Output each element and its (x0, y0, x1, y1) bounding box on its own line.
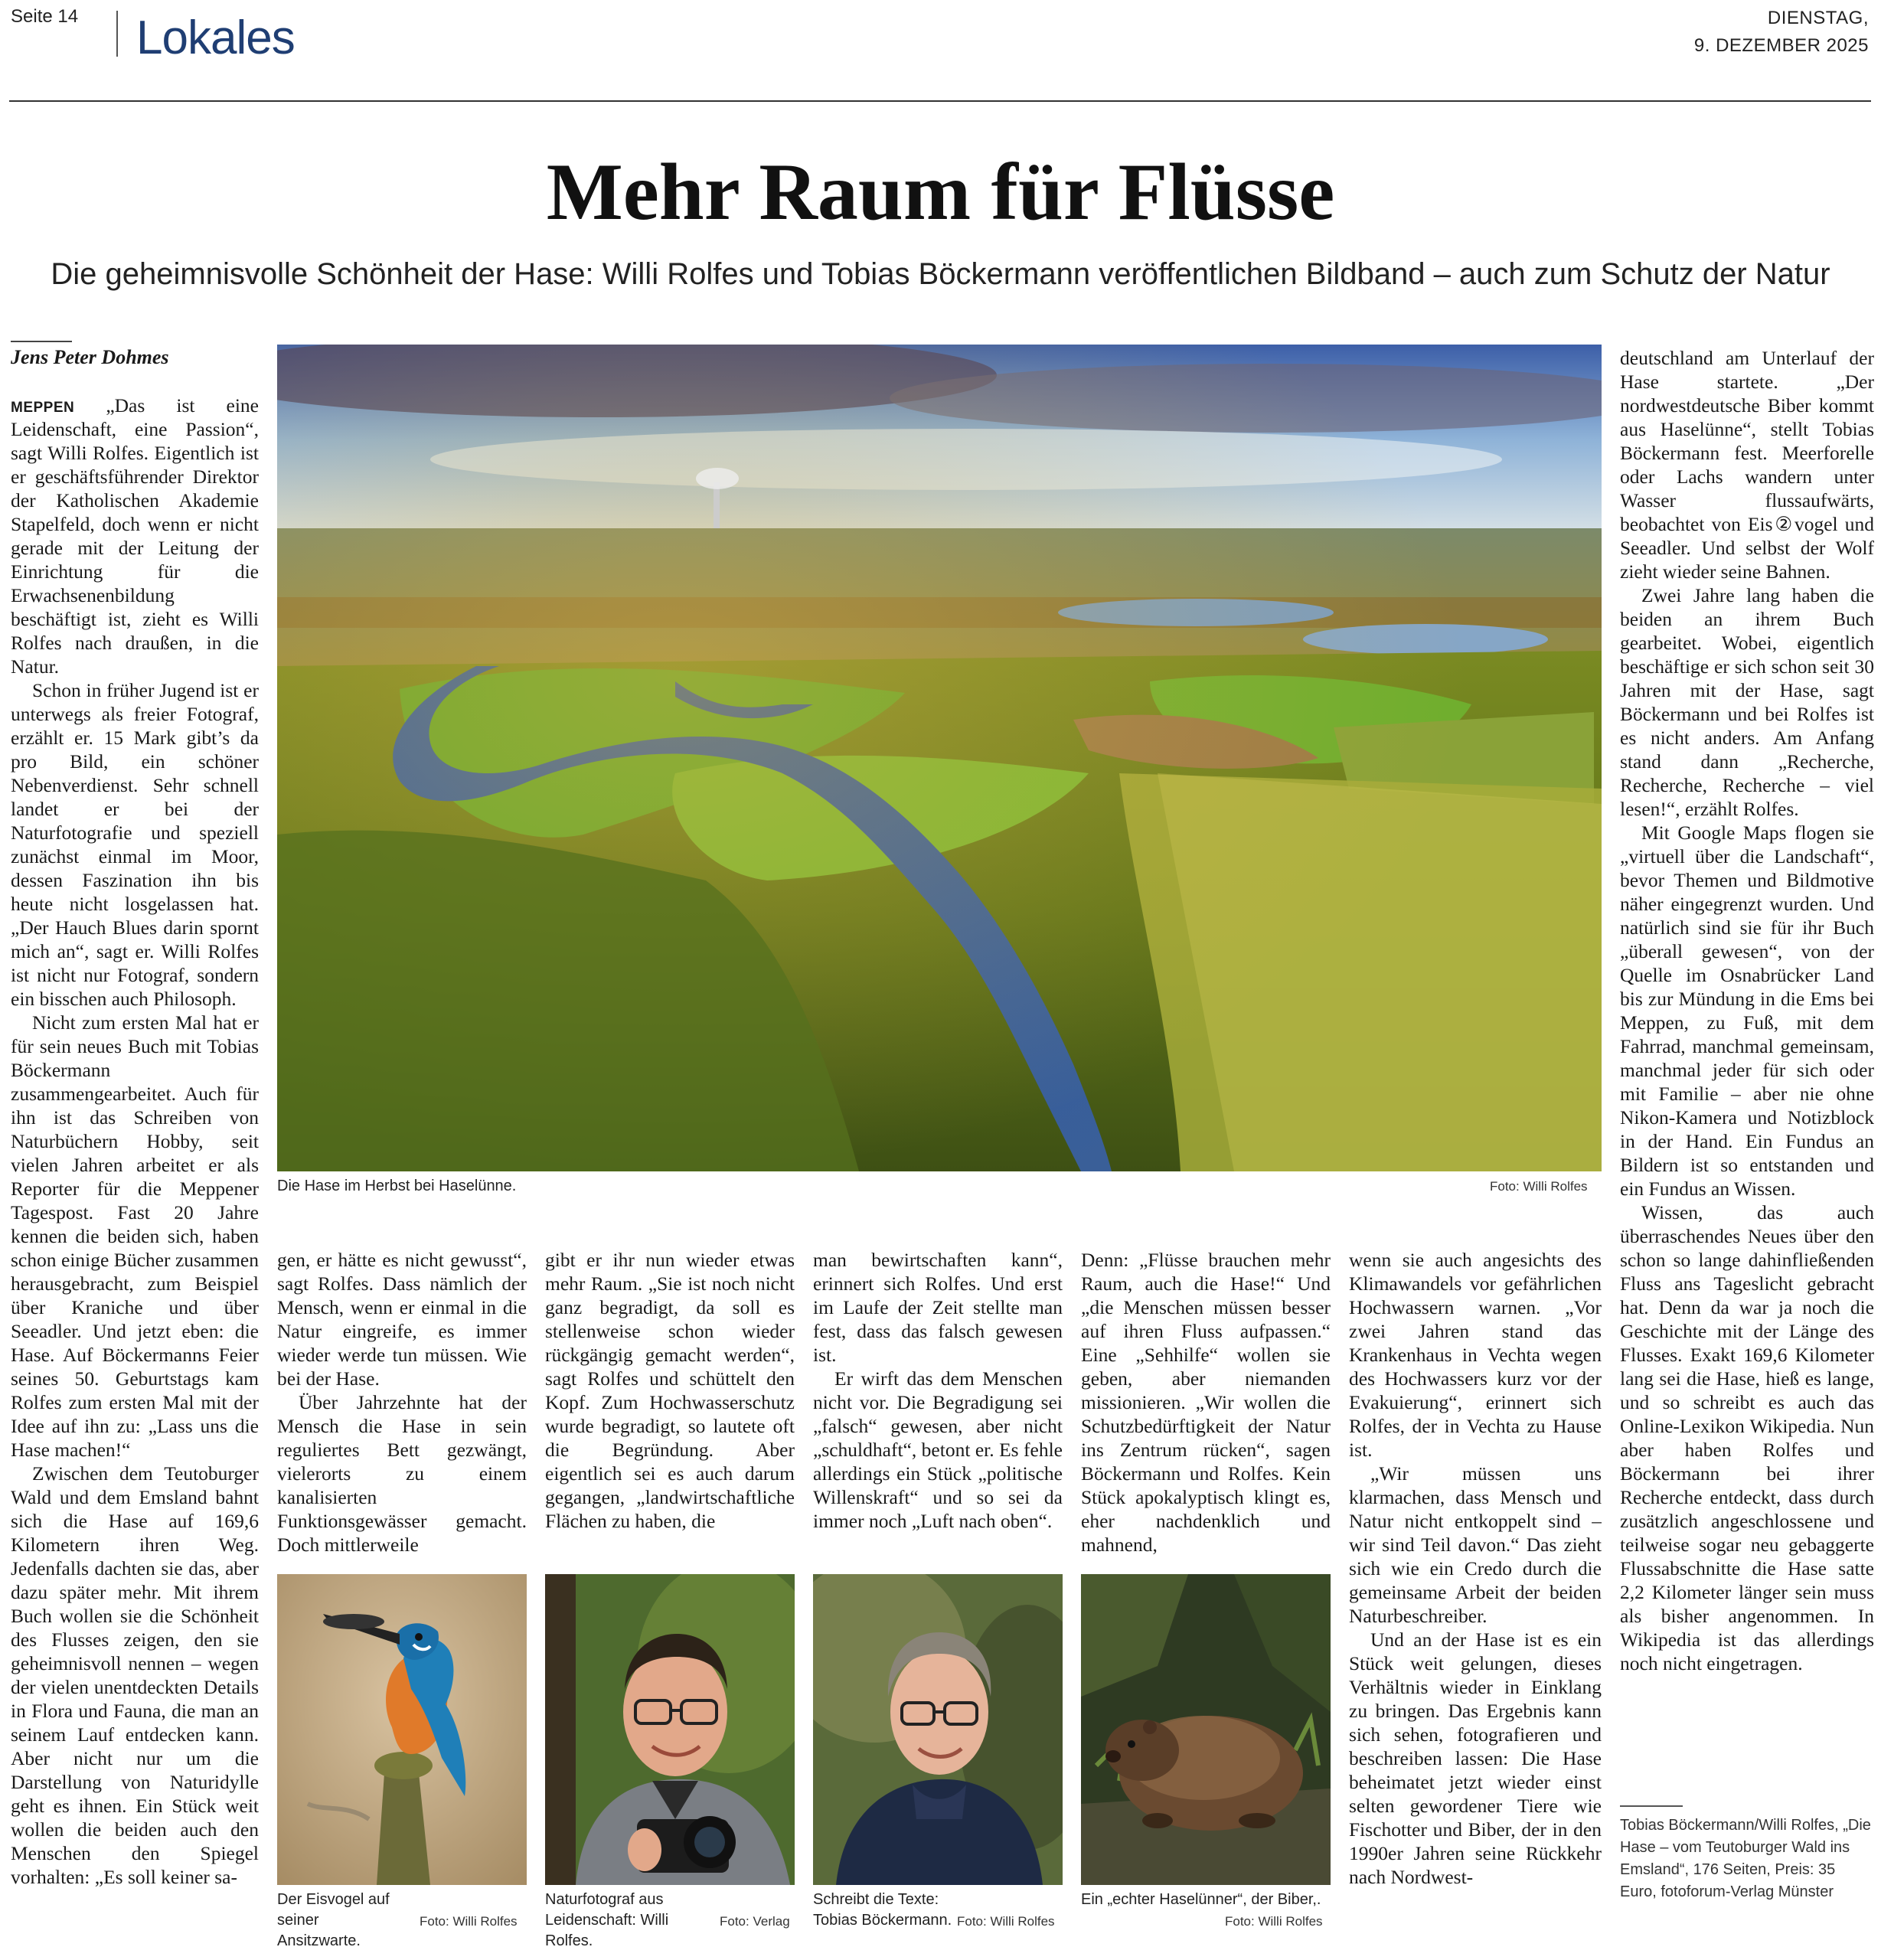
header-rule (9, 100, 1871, 102)
paragraph: Denn: „Flüsse brauchen mehr Raum, auch die Hase!“ Und „die Menschen müssen besser auf ihren Fluss aufpassen.“ Eine „Sehhilfe“ wollen sie geben, aber niemanden missionieren. „Wir wollen die Schutzbedürftigkeit der Natur ins Zentrum rücken“, sagen Böckermann und Rolfes. Kein Stück apokalyptisch klingt es, eher nachdenklich und mahnend, (1081, 1249, 1331, 1554)
paragraph-text: „Das ist eine Leidenschaft, eine Passion“, sagt Willi Rolfes. Eigentlich ist er geschäftsführender Direktor der Katholischen Akademie Stapelfeld, doch wenn er nicht gerade mit der Leitung der Einrichtung für die Erwachsenenbildung beschäftigt ist, zieht es Willi Rolfes nach draußen, in die Natur. (11, 394, 259, 678)
rolfes-credit: Foto: Verlag (720, 1914, 790, 1929)
kingfisher-caption: Der Eisvogel auf seiner Ansitzwarte. (277, 1891, 390, 1949)
paragraph: gen, er hätte es nicht gewusst“, sagt Rolfes. Dass nämlich der Mensch, wenn er einmal in die Natur eingreife, es immer wieder werde tun müssen. Wie bei der Hase. (277, 1249, 527, 1390)
article-dateline: MEPPEN (11, 400, 75, 416)
article-author: Jens Peter Dohmes (11, 346, 169, 368)
main-photo-credit: Foto: Willi Rolfes (1490, 1179, 1588, 1194)
paragraph: Über Jahrzehnte hat der Mensch die Hase in sein reguliertes Bett gezwängt, vielerorts zu einem kanalisierten Funktionsgewässer gemacht. Doch mittlerweile (277, 1391, 527, 1554)
kingfisher-photo (277, 1574, 527, 1885)
river-landscape-illustration (277, 345, 1602, 1171)
paragraph: Und an der Hase ist es ein Stück weit gelungen, dieses Verhältnis wieder in Einklang zu bringen. Das Ergebnis kann sich sehen, fotografieren und beschreiben lassen: Die Hase beheimatet jetzt wieder einst selten gewordener Tiere wie Fischotter und Biber, der in den 1990er Jahren seine Rückkehr nach Nordwest- (1349, 1628, 1602, 1888)
paragraph: Schon in früher Jugend ist er unterwegs als freier Fotograf, erzählt er. 15 Mark gibt’s da pro Bild, ein schöner Nebenverdienst. Sehr schnell landet er bei der Naturfotografie und speziell zunächst einmal im Moor, dessen Faszination ihn bis heute nicht losgelassen hat. „Der Hauch Blues darin spornt mich an“, sagt er. Willi Rolfes ist nicht nur Fotograf, sondern ein bisschen auch Philosoph. (11, 679, 259, 1010)
paragraph (11, 394, 259, 678)
main-photo-caption: Die Hase im Herbst bei Haselünne. (277, 1178, 517, 1194)
beaver-caption: Ein „echter Haselünner“, der Biber,. (1081, 1891, 1321, 1908)
main-photo-river-hase (277, 345, 1602, 1171)
boeckermann-credit: Foto: Willi Rolfes (957, 1914, 1055, 1929)
article-column-3 (545, 1248, 795, 1554)
kingfisher-illustration (277, 1574, 527, 1885)
paragraph: gibt er ihr nun wieder etwas mehr Raum. „Sie ist noch nicht ganz begradigt, da soll es stellenweise schon wieder rückgängig gemacht werden“, sagt Rolfes und schüttelt den Kopf. Zum Hochwasserschutz wurde begradigt, so lautete oft die Begründung. Aber eigentlich sei es auch darum gegangen, „landwirtschaftliche Flächen zu haben, die (545, 1249, 795, 1532)
beaver-illustration (1081, 1574, 1331, 1885)
paragraph: Zwei Jahre lang haben die beiden an ihrem Buch gearbeitet. Wobei, eigentlich beschäftige er sich schon seit 30 Jahren mit der Hase, sagt Böckermann und bei Rolfes ist es nicht anders. Am Anfang stand dann „Recherche, Recherche, Recherche – viel lesen!“, erzählt Rolfes. (1620, 584, 1874, 820)
article-column-5 (1081, 1248, 1331, 1554)
book-info-box: Tobias Böckermann/Willi Rolfes, „Die Hase – vom Teutoburger Wald ins Emsland“, 176 Seiten, Preis: 35 Euro, fotoforum-Verlag Münster (1620, 1817, 1871, 1900)
article-column-6 (1349, 1248, 1602, 1949)
paragraph: deutschland am Unterlauf der Hase startete. „Der nordwestdeutsche Biber kommt aus Haselünne“, stellt Tobias Böckermann fest. Meerforelle oder Lachs wandern unter Wasser flussaufwärts, beobachtet von Eis②vogel und Seeadler. Und selbst der Wolf zieht wieder seine Bahnen. (1620, 347, 1874, 583)
paragraph: Mit Google Maps flogen sie „virtuell über die Landschaft“, bevor Themen und Bildmotive näher eingegrenzt wurden. Und natürlich sind sie für ihr Buch „überall gewesen“, von der Quelle im Osnabrücker Land bis zur Mündung in die Ems bei Meppen, zu Fuß, mit dem Fahrrad, manchmal gemeinsam, manchmal jeder für sich oder mit Familie – aber nie ohne Nikon-Kamera und Notizblock in der Hand. Ein Fundus an Bildern ist so entstanden und ein Fundus an Wissen. (1620, 822, 1874, 1200)
article-headline: Mehr Raum für Flüsse (546, 147, 1335, 237)
paragraph: Zwischen dem Teutoburger Wald und dem Emsland bahnt sich die Hase auf 169,6 Kilometern ihren Weg. Jedenfalls dachten sie das, aber dazu später mehr. Mit ihrem Buch wollen sie die Schönheit des Flusses zeigen, den sie geheimnisvoll nennen – wegen der vielen unentdeckten Details in Flora und Fauna, die man an seinem Lauf entdecken kann. Aber nicht nur um die Darstellung von Naturidylle geht es ihnen. Ein Stück weit wollen die beiden auch den Menschen den Spiegel vorhalten: „Es soll keiner sa- (11, 1462, 259, 1888)
author-portrait-illustration (813, 1574, 1063, 1885)
paragraph: Er wirft das dem Menschen nicht vor. Die Begradigung sei „falsch“ gewesen, aber nicht „schuldhaft“, betont er. Es fehle allerdings ein Stück „politische Willenskraft“ und so sei da immer noch „Luft nach oben“. (813, 1367, 1063, 1532)
beaver-photo (1081, 1574, 1331, 1885)
kingfisher-credit: Foto: Willi Rolfes (420, 1914, 518, 1929)
photographer-portrait-illustration (545, 1574, 795, 1885)
section-title: Lokales (136, 11, 295, 64)
paragraph: wenn sie auch angesichts des Klimawandels vor gefährlichen Hochwassern warnen. „Vor zwei Jahren stand das Krankenhaus in Vechta wegen des Hochwassers kurz vor der Evakuierung“, erinnert sich Rolfes, der in Vechta zu Hause ist. (1349, 1249, 1602, 1461)
rolfes-portrait-photo (545, 1574, 795, 1885)
paragraph: Wissen, das auch überraschendes Neues über den schon so lange dahinfließenden Fluss ans Tageslicht gebracht hat. Denn da war ja noch die Geschichte mit der Länge des Flusses. Exakt 169,6 Kilometer lang sei die Hase, hieß es lange, und so schreibt es auch das Online-Lexikon Wikipedia. Nun aber haben Rolfes und Böckermann bei ihrer Recherche entdeckt, dass durch zusätzlich angeschlossene und teilweise sogar neu gebaggerte Flussabschnitte die Hase satte 2,2 Kilometer länger sein muss als bisher angenommen. In Wikipedia ist das allerdings noch nicht eingetragen. (1620, 1201, 1874, 1674)
article-column-1 (11, 394, 259, 1948)
page-number: Seite 14 (11, 6, 79, 27)
issue-weekday: DIENSTAG, (1767, 8, 1869, 28)
boeckermann-portrait-photo (813, 1574, 1063, 1885)
info-box-rule (1620, 1805, 1683, 1807)
issue-day: 9. DEZEMBER 2025 (1693, 35, 1869, 56)
article-column-7 (1620, 346, 1874, 1792)
issue-date (1694, 5, 1869, 60)
article-column-2 (277, 1248, 527, 1554)
rolfes-caption: Naturfotograf aus Leidenschaft: Willi Rolfes. (545, 1891, 669, 1949)
author-rule (11, 341, 72, 342)
beaver-credit: Foto: Willi Rolfes (1225, 1914, 1323, 1929)
article-subheadline: Die geheimnisvolle Schönheit der Hase: Willi Rolfes und Tobias Böckermann veröffentlichen Bildband – auch zum Schutz der Natur (51, 257, 1830, 291)
paragraph: man bewirtschaften kann“, erinnert sich Rolfes. Und erst im Laufe der Zeit stellte man fest, dass das falsch gewesen ist. (813, 1249, 1063, 1366)
boeckermann-caption: Schreibt die Texte: Tobias Böckermann. (813, 1891, 952, 1929)
header-separator (116, 11, 118, 57)
paragraph: „Wir müssen uns klarmachen, dass Mensch und Natur nicht entkoppelt sind – wir sind Teil davon.“ Das zieht sich wie ein Credo durch die gemeinsame Arbeit der beiden Naturbeschreiber. (1349, 1462, 1602, 1627)
article-column-4 (813, 1248, 1063, 1554)
paragraph: Nicht zum ersten Mal hat er für sein neues Buch mit Tobias Böckermann zusammengearbeitet. Auch für ihn ist das Schreiben von Naturbüchern Hobby, seit vielen Jahren arbeitet er als Reporter für die Meppener Tagespost. Fast 20 Jahre kennen die beiden sich, haben schon einige Bücher zusammen herausgebracht, zum Beispiel über Kraniche und über Seeadler. Und jetzt eben: die Hase. Auf Böckermanns Feier seines 50. Geburtstags kam Rolfes zum ersten Mal mit der Idee auf ihn zu: „Lass uns die Hase machen!“ (11, 1011, 259, 1461)
